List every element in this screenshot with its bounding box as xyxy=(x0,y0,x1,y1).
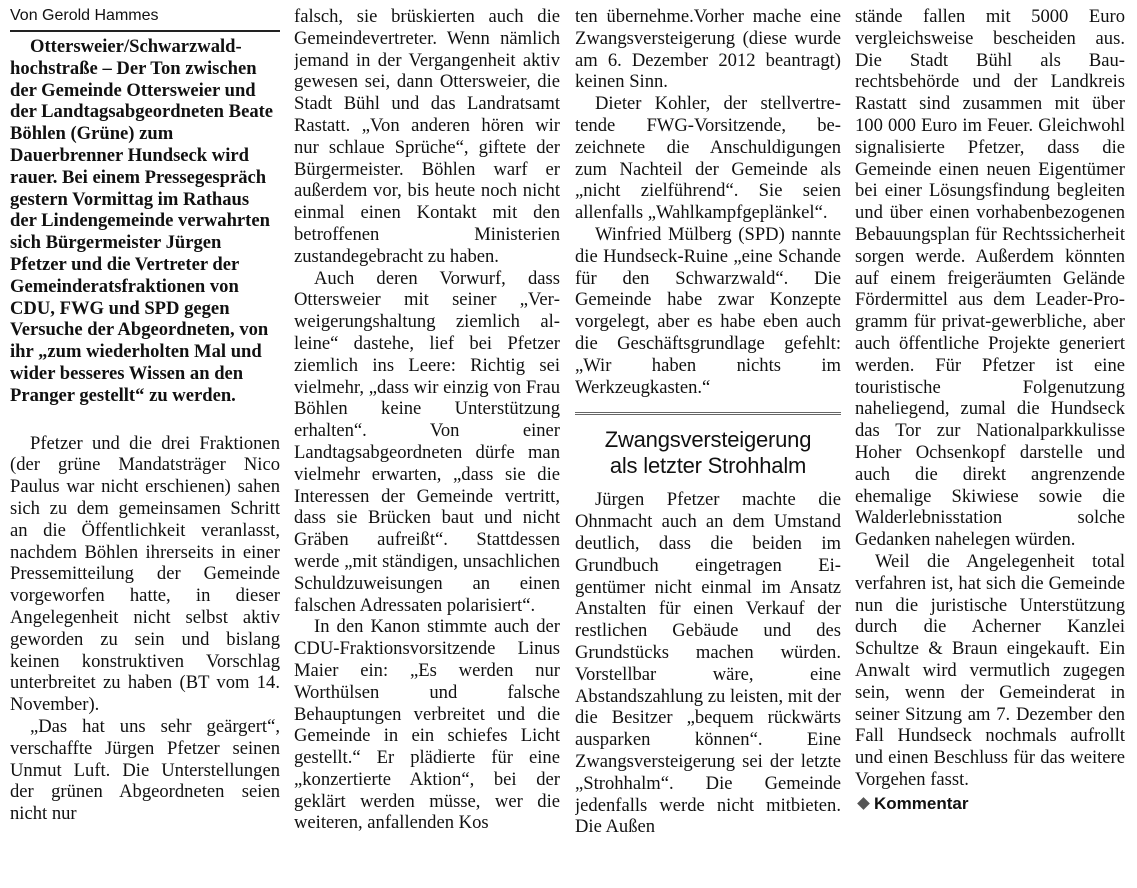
body-paragraph: falsch, sie brüskierten auch die Gemeindevertreter. Wenn nämlich jemand in der Vergangenheit aktiv gewesen sei, dann Ottersweier, die Stadt Bühl und das Landratsamt Rastatt. „Von anderen hören wir nur schlaue Sprüche“, giftete der Bürgermeister. Böhlen warf er außerdem vor, bis heute noch nicht einmal einen Kontakt mit den betroffenen Ministerien zustandegebracht zu haben. xyxy=(294,6,560,267)
body-paragraph: „Das hat uns sehr geärgert“, verschaffte Jürgen Pfetzer seinen Unmut Luft. Die Unterstellungen der grünen Abgeordneten seien nicht nur xyxy=(10,715,280,825)
lead-spacer xyxy=(10,407,280,433)
subheadline-block xyxy=(575,412,841,479)
diamond-bullet-icon xyxy=(857,797,870,810)
body-paragraph: Auch deren Vorwurf, dass Ottersweier mit seiner „Verweigerungshaltung ziemlich alleine“ dastehe, lief bei Pfetzer ziemlich ins Leere: Richtig sei vielmehr, „dass wir einzig von Frau Böhlen keine Unterstützung erhalten“. Von einer Landtagsabgeordneten dürfe man vielmehr erwarten, „dass sie die Interessen der Gemeinde vertritt, dass sie Brücken baut und nicht Gräben aufreißt“. Stattdessen werde „mit ständigen, unsachlichen Schuldzuweisungen an einen falschen Adressaten polarisiert“. xyxy=(294,267,560,616)
body-paragraph: Dieter Kohler, der stellvertretende FWG-Vorsitzende, bezeichnete die Anschuldigungen zum Nachteil der Gemeinde als „nicht zielführend“. Sie seien allenfalls „Wahlkampfgeplänkel“. xyxy=(575,93,841,224)
body-paragraph: In den Kanon stimmte auch der CDU-Fraktionsvorsitzende Linus Maier ein: „Es werden nur Worthülsen und falsche Behauptungen verbreitet und die Gemeinde in ein schiefes Licht gestellt.“ Er plädierte für eine „konzertierte Aktion“, bei der geklärt werden müsse, wer die weiteren, anfallenden Kos xyxy=(294,616,560,834)
column-1 xyxy=(10,6,280,882)
body-paragraph: Winfried Mülberg (SPD) nannte die Hundseck-Ruine „eine Schande für den Schwarzwald“. Die Gemeinde habe zwar Konzepte vorgelegt, aber es habe eben auch die Geschäftsgrundlage gefehlt: „Wir haben nichts im Werkzeugkasten.“ xyxy=(575,223,841,398)
body-paragraph: ten übernehme.Vorher mache eine Zwangsversteigerung (diese wurde am 6. Dezember 2012 beantragt) keinen Sinn. xyxy=(575,6,841,93)
column-3 xyxy=(575,6,841,882)
subheadline-line-1: Zwangsversteigerung xyxy=(604,427,812,453)
body-paragraph: Jürgen Pfetzer machte die Ohnmacht auch an dem Umstand deutlich, dass die beiden im Grundbuch eingetragen Eigentümer nicht einmal im Ansatz Anstalten für einen Verkauf der restlichen Gebäude und des Grundstücks machen würden. Vorstellbar wäre, eine Abstandszahlung zu leisten, mit der die Besitzer „bequem rückwärts ausparken können“. Eine Zwangsversteigerung sei der letzte „Strohhalm“. Die Gemeinde jedenfalls werde nicht mitbieten. Die Außen xyxy=(575,489,841,838)
subheadline-line-2: als letzter Strohhalm xyxy=(609,453,807,479)
column-4 xyxy=(855,6,1125,882)
column-2 xyxy=(294,6,560,882)
kommentar-label: Kommentar xyxy=(874,793,969,813)
body-paragraph: Pfetzer und die drei Fraktionen (der grüne Mandatsträger Nico Paulus war nicht erschienen) sahen sich zu dem gemeinsamen Schritt an die Öffentlichkeit veranlasst, nachdem Böhlen ihrerseits in einer Pressemitteilung der Gemeinde vorgeworfen hatte, in dieser Angelegenheit nicht selbst aktiv geworden zu sein und bislang keinen konstruktiven Vorschlag unterbreitet zu haben (BT vom 14. November). xyxy=(10,432,280,716)
lead-paragraph: Ottersweier/Schwarzwaldhochstraße – Der Ton zwischen der Gemeinde Ottersweier und der Landtagsabgeordneten Beate Böhlen (Grüne) zum Dauerbrenner Hundseck wird rauer. Bei einem Pressegespräch gestern Vormittag im Rathaus der Lindengemeinde verwahrten sich Bürgermeister Jürgen Pfetzer und die Vertreter der Gemeinderatsfraktionen von CDU, FWG und SPD gegen Versuche der Abgeordneten, von ihr „zum wiederholten Mal und wider besseres Wissen an den Pranger gestellt“ zu werden. xyxy=(10,36,274,406)
kommentar-reference xyxy=(855,793,1125,814)
byline: Von Gerold Hammes xyxy=(10,6,280,32)
body-paragraph: stände fallen mit 5000 Euro vergleichsweise bescheiden aus. Die Stadt Bühl als Baurechtsbehörde und der Landkreis Rastatt sind zusammen mit über 100 000 Euro im Feuer. Gleichwohl signalisierte Pfetzer, dass die Gemeinde einen neuen Eigentümer bei einer Lösungsfindung begleiten und über einen vorhabenbezogenen Bebauungsplan für Rechtssicherheit sorgen werde. Außerdem könnten auf einem freigeräumten Gelände Fördermittel aus dem Leader-Programm für privat-gewerbliche, aber auch öffentliche Projekte generiert werden. Für Pfetzer ist eine touristische Folgenutzung naheliegend, zumal die Hundseck das Tor zur Nationalparkkulisse Hoher Ochsenkopf darstelle und auch die direkt angrenzende ehemalige Skiwiese sowie die Walderlebnisstation solche Gedanken nahelegen würden. xyxy=(855,6,1125,551)
body-paragraph: Weil die Angelegenheit total verfahren ist, hat sich die Gemeinde nun die juristische Unterstützung durch die Acherner Kanzlei Schultze & Braun eingekauft. Ein Anwalt wird vermutlich zugegen sein, wenn der Gemeinderat in seiner Sitzung am 7. Dezember den Fall Hundseck nochmals aufrollt und einen Beschluss für das weitere Vorgehen fasst. xyxy=(855,550,1125,790)
